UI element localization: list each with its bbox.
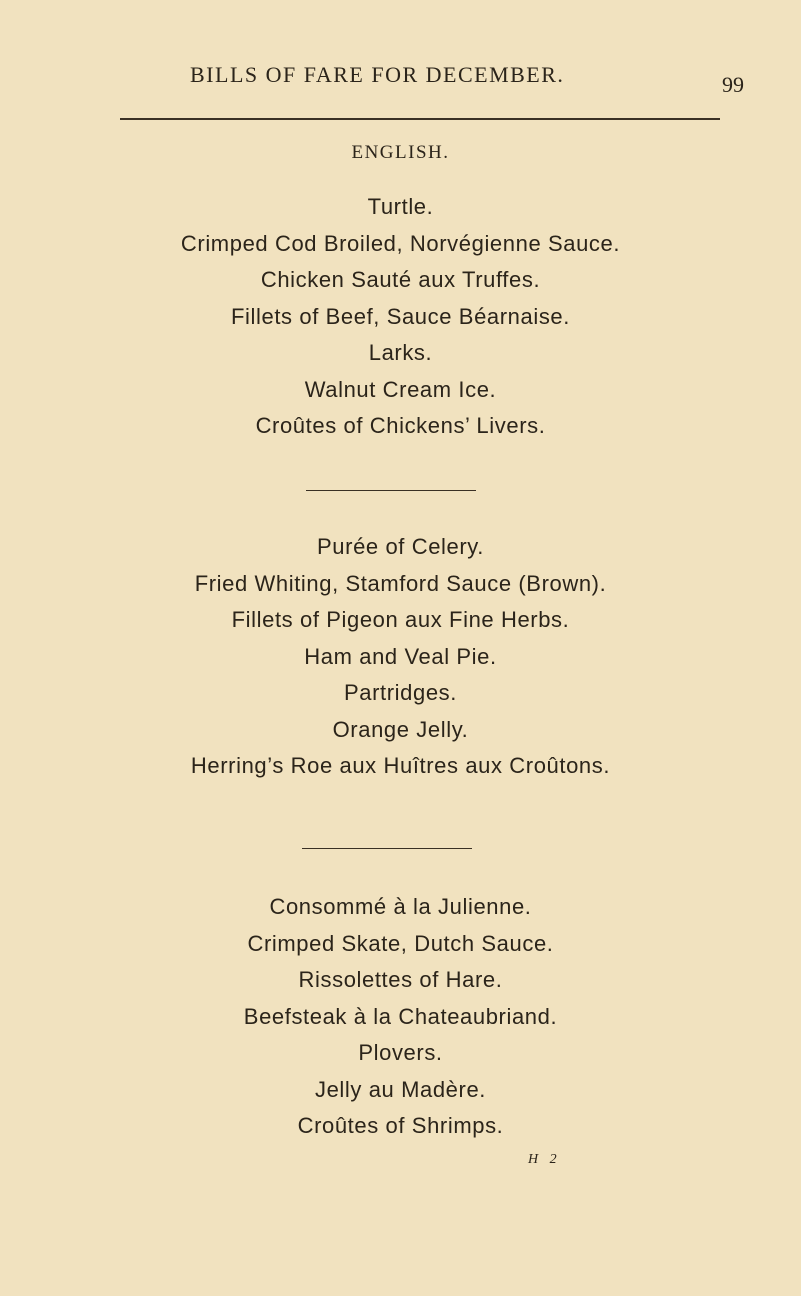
- menu-item: Fillets of Pigeon aux Fine Herbs.: [231, 607, 570, 632]
- menu-item: Ham and Veal Pie.: [304, 643, 497, 669]
- menu-item: Herring’s Roe aux Huîtres aux Croûtons.: [190, 753, 611, 778]
- running-head: BILLS OF FARE FOR DECEMBER.: [190, 62, 565, 87]
- menu-item: Rissolettes of Hare.: [298, 967, 503, 992]
- menu-item: Jelly au Madère.: [314, 1076, 486, 1102]
- menu-item: Chicken Sauté aux Truffes.: [260, 267, 541, 292]
- menu-item: Turtle.: [367, 194, 434, 219]
- signature-mark: H 2: [528, 1152, 561, 1167]
- menu-item: Croûtes of Chickens’ Livers.: [255, 413, 546, 438]
- header-rule: [120, 118, 720, 120]
- menu-divider: [302, 848, 472, 849]
- menu-item: Croûtes of Shrimps.: [297, 1113, 504, 1138]
- menu-item: Purée of Celery.: [317, 534, 484, 559]
- menu-item: Consommé à la Julienne.: [269, 894, 532, 919]
- menu-item: Fillets of Beef, Sauce Béarnaise.: [231, 303, 570, 329]
- menu-1: [0, 189, 801, 445]
- menu-2: [0, 529, 801, 785]
- menu-item: Beefsteak à la Chateaubriand.: [243, 1003, 558, 1029]
- menu-item: Walnut Cream Ice.: [304, 376, 497, 402]
- menu-divider: [306, 490, 476, 491]
- menu-item: Fried Whiting, Stamford Sauce (Brown).: [194, 570, 607, 596]
- menu-item: Crimped Cod Broiled, Norvégienne Sauce.: [180, 230, 621, 256]
- page-number: 99: [722, 72, 744, 97]
- menu-item: Crimped Skate, Dutch Sauce.: [247, 930, 554, 956]
- menu-item: Orange Jelly.: [332, 716, 469, 742]
- section-heading: ENGLISH.: [351, 142, 450, 163]
- menu-item: Partridges.: [344, 680, 457, 705]
- menu-3: [0, 889, 801, 1145]
- menu-item: Plovers.: [358, 1040, 443, 1065]
- menu-item: Larks.: [368, 340, 433, 365]
